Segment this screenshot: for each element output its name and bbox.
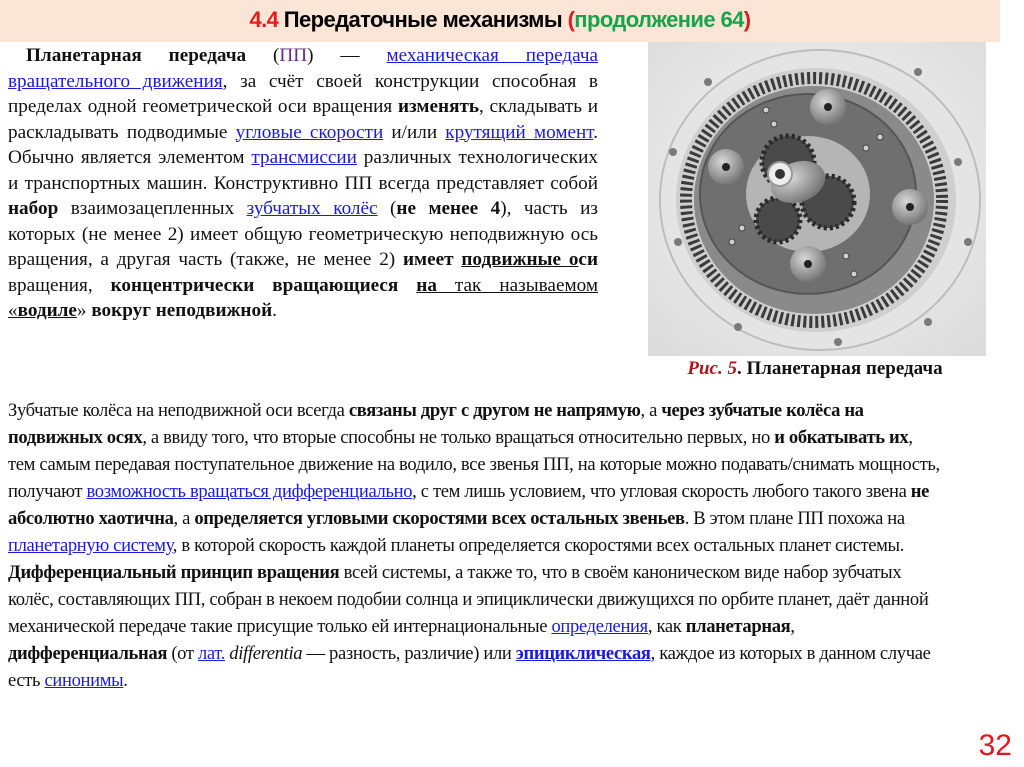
text: взаимозацепленных <box>58 198 247 219</box>
bold-text: концентрически вращающиеся <box>110 274 417 296</box>
link-latin[interactable]: лат. <box>197 643 225 664</box>
bold-text: си <box>578 249 598 270</box>
text: ) — <box>307 45 387 66</box>
continuation-label: продолжение 64 <box>574 7 744 32</box>
text: , а <box>640 400 662 421</box>
link-mechanical-transmission[interactable]: механическая передача вращательного движения <box>8 45 599 92</box>
figure-caption-text: . Планетарная передача <box>736 358 943 379</box>
text: , как <box>647 616 686 637</box>
link-planetary-system[interactable]: планетарную систему <box>8 535 173 556</box>
text: , в которой скорость каждой планеты определяется скоростями всех остальных планет системы. <box>172 535 904 556</box>
bold-underlined-text: подвижные о <box>461 249 579 270</box>
text: . В этом плане ПП похожа на <box>684 508 905 529</box>
abbr-pp: ПП <box>279 45 308 66</box>
term-planetary-gear: Планетарная передача <box>26 45 247 66</box>
section-number: 4.4 <box>249 7 279 32</box>
text: , складывать и раскладывать подводимые <box>8 96 598 143</box>
underlined-text: так называемом « <box>8 274 598 321</box>
link-epicyclic[interactable]: эпициклическая <box>515 643 651 664</box>
paren-open: ( <box>567 7 575 32</box>
body-paragraph <box>8 397 943 694</box>
bold-text: вокруг неподвижной <box>91 300 273 321</box>
bold-text: не абсолютно хаотична <box>8 481 930 529</box>
bold-text: изменять <box>397 96 480 117</box>
term-carrier: водиле <box>17 300 77 321</box>
bold-text: Дифференциальный принцип вращения <box>8 562 340 583</box>
bold-text: имеет <box>402 249 462 270</box>
text: , с тем лишь условием, что угловая скорость любого такого звена <box>412 481 911 502</box>
text: , каждое из которых в данном случае есть <box>8 643 931 691</box>
figure-caption <box>640 356 990 382</box>
text: и/или <box>383 121 446 143</box>
text: , а ввиду того, что вторые способны не только вращаться относительно первых, но <box>142 427 775 448</box>
bold-text: определяется угловыми скоростями всех остальных звеньев <box>194 508 685 529</box>
planetary-gear-image <box>648 42 986 356</box>
link-angular-velocity[interactable]: угловые скорости <box>235 121 384 143</box>
text: ), часть из которых (не менее 2) имеет общую геометрическую неподвижную ось вращения, а другая часть (также, не менее 2) <box>8 198 599 270</box>
text: . <box>272 300 277 321</box>
link-gear-wheels[interactable]: зубчатых колёс <box>246 198 378 219</box>
bold-text: планетарная <box>685 616 791 637</box>
text: , <box>790 616 795 637</box>
text: » <box>76 300 92 321</box>
text: ( <box>377 198 397 219</box>
bold-text: через зубчатые колёса на подвижных осях <box>8 400 864 448</box>
bold-text: дифференциальная <box>8 643 168 664</box>
text: . Обычно является элементом <box>8 121 599 168</box>
text: всей системы, а также то, что в своём каноническом виде набор зубчатых колёс, составляющих ПП, собран в некоем подобии солнца и эпициклически движущихся по орбите планет, даёт данной механической передаче такие присущие только ей интернациональные <box>8 562 929 637</box>
section-title: Передаточные механизмы <box>283 7 563 32</box>
link-transmission[interactable]: трансмиссии <box>251 147 357 168</box>
figure-label: Рис. 5 <box>687 358 737 379</box>
bold-text: и обкатывать их <box>774 427 909 448</box>
planetary-gear-illustration <box>648 42 986 356</box>
bold-text: не менее 4 <box>396 198 501 219</box>
text: . <box>123 670 128 691</box>
paren-close: ) <box>743 7 751 32</box>
intro-paragraph <box>8 43 598 324</box>
bold-text: набор <box>8 198 59 219</box>
text: ( <box>246 45 280 66</box>
link-torque[interactable]: крутящий момент <box>445 121 594 143</box>
italic-text: differentia <box>229 643 303 664</box>
text: вращения, <box>8 274 111 296</box>
link-differential-rotation[interactable]: возможность вращаться дифференциально <box>86 481 413 502</box>
bold-text: связаны друг с другом не напрямую <box>348 400 641 421</box>
link-synonyms[interactable]: синонимы <box>44 670 124 691</box>
text: (от <box>167 643 198 664</box>
text: , за счёт своей конструкции способная в пределах одной геометрической оси вращения <box>8 70 598 117</box>
slide-title <box>0 0 1000 42</box>
page-number: 32 <box>978 729 1012 762</box>
text: , тем самым передавая поступательное движение на водило, все звенья ПП, на которые можно подавать/снимать мощность, получают <box>8 427 940 502</box>
text: различных технологических и транспортных машин. Конструктивно ПП всегда представляет собой <box>8 147 598 194</box>
text: Зубчатые колёса на неподвижной оси всегда <box>8 400 349 421</box>
text: — разность, различие) или <box>302 643 516 664</box>
text: , а <box>173 508 195 529</box>
link-definitions[interactable]: определения <box>551 616 648 637</box>
bold-underlined-text: на <box>416 274 437 296</box>
